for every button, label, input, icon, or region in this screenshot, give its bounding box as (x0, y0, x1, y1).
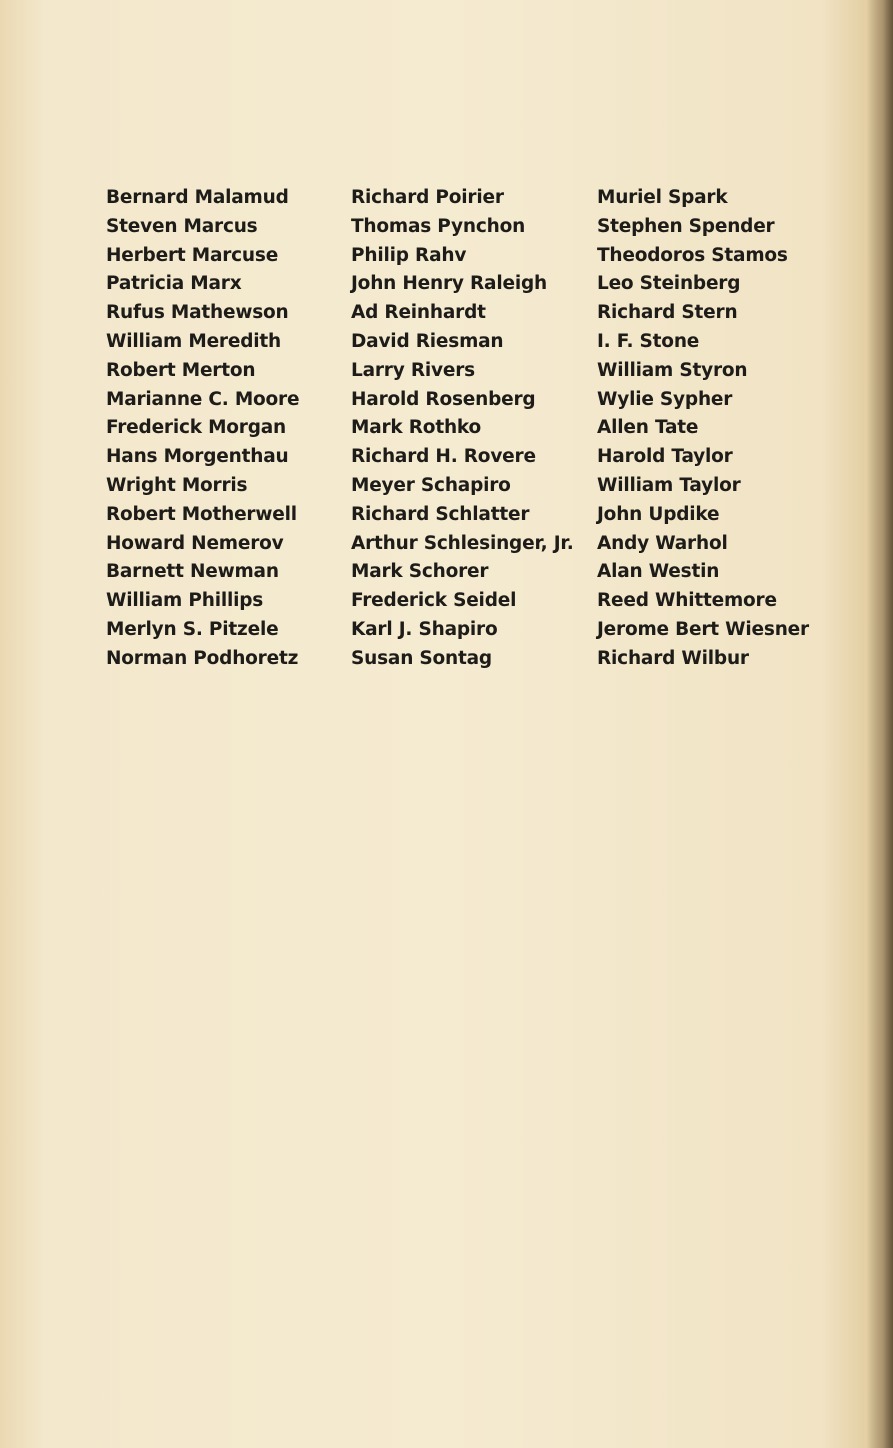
signatory-name: William Taylor (597, 474, 741, 496)
signatory-name: Allen Tate (597, 417, 699, 439)
signatory-name: Richard Poirier (351, 187, 504, 208)
signatory-name: William Meredith (106, 330, 281, 352)
signatory-name: Hans Morgenthau (106, 446, 289, 468)
signatory-name: Richard Wilbur (597, 647, 749, 669)
signatory-name: John Henry Raleigh (351, 273, 547, 295)
signatory-name: Reed Whittemore (597, 590, 777, 612)
signatory-name: Robert Motherwell (106, 503, 297, 525)
signatory-name: Barnett Newman (106, 561, 279, 583)
signatory-name: Stephen Spender (597, 215, 775, 237)
signatory-name: Harold Taylor (597, 446, 733, 468)
signatory-column-3 (597, 184, 809, 674)
signatory-name: Philip Rahv (351, 244, 467, 266)
signatory-name: Rufus Mathewson (106, 302, 289, 324)
signatory-name: Theodoros Stamos (597, 244, 788, 266)
signatory-name: Alan Westin (597, 561, 720, 583)
signatory-name: John Updike (597, 503, 720, 525)
signatory-name: Andy Warhol (597, 532, 728, 554)
signatory-name: Mark Schorer (351, 561, 489, 583)
signatory-name: Norman Podhoretz (106, 647, 299, 669)
signatory-name: Robert Merton (106, 359, 256, 381)
signatory-name: Merlyn S. Pitzele (106, 618, 279, 640)
signatory-name: Frederick Morgan (106, 417, 287, 439)
signatory-name: Richard Stern (597, 302, 738, 324)
signatory-name: Marianne C. Moore (106, 388, 300, 410)
signatory-name: Wright Morris (106, 474, 248, 496)
signatory-column-2 (351, 184, 574, 674)
signatory-name: David Riesman (351, 330, 504, 352)
signatory-name: I. F. Stone (597, 330, 700, 352)
signatory-column-1 (106, 184, 299, 674)
signatory-name: Karl J. Shapiro (351, 618, 498, 640)
signatory-name: Richard Schlatter (351, 503, 530, 525)
signatory-name: Larry Rivers (351, 359, 475, 381)
signatory-name: Leo Steinberg (597, 273, 741, 295)
signatory-name: Harold Rosenberg (351, 388, 536, 410)
signatory-name: Wylie Sypher (597, 388, 733, 410)
signatory-name: Frederick Seidel (351, 590, 517, 612)
signatory-name: William Phillips (106, 590, 264, 612)
signatory-name: Mark Rothko (351, 417, 482, 439)
signatory-name: Susan Sontag (351, 647, 492, 669)
signatory-name: Arthur Schlesinger, Jr. (351, 532, 574, 554)
page-edge-shadow (867, 0, 893, 1448)
signatory-name: Muriel Spark (597, 187, 728, 208)
signatory-name: Thomas Pynchon (351, 215, 526, 237)
signatory-name: Bernard Malamud (106, 187, 289, 208)
signatory-name: Patricia Marx (106, 273, 242, 295)
signatory-name: Ad Reinhardt (351, 302, 486, 324)
signatory-name: Jerome Bert Wiesner (597, 618, 809, 640)
signatory-name: Richard H. Rovere (351, 446, 536, 468)
signatory-name: Howard Nemerov (106, 532, 284, 554)
signatory-name: Steven Marcus (106, 215, 258, 237)
signatory-name: Herbert Marcuse (106, 244, 279, 266)
signatory-name: William Styron (597, 359, 748, 381)
signatory-name: Meyer Schapiro (351, 474, 511, 496)
